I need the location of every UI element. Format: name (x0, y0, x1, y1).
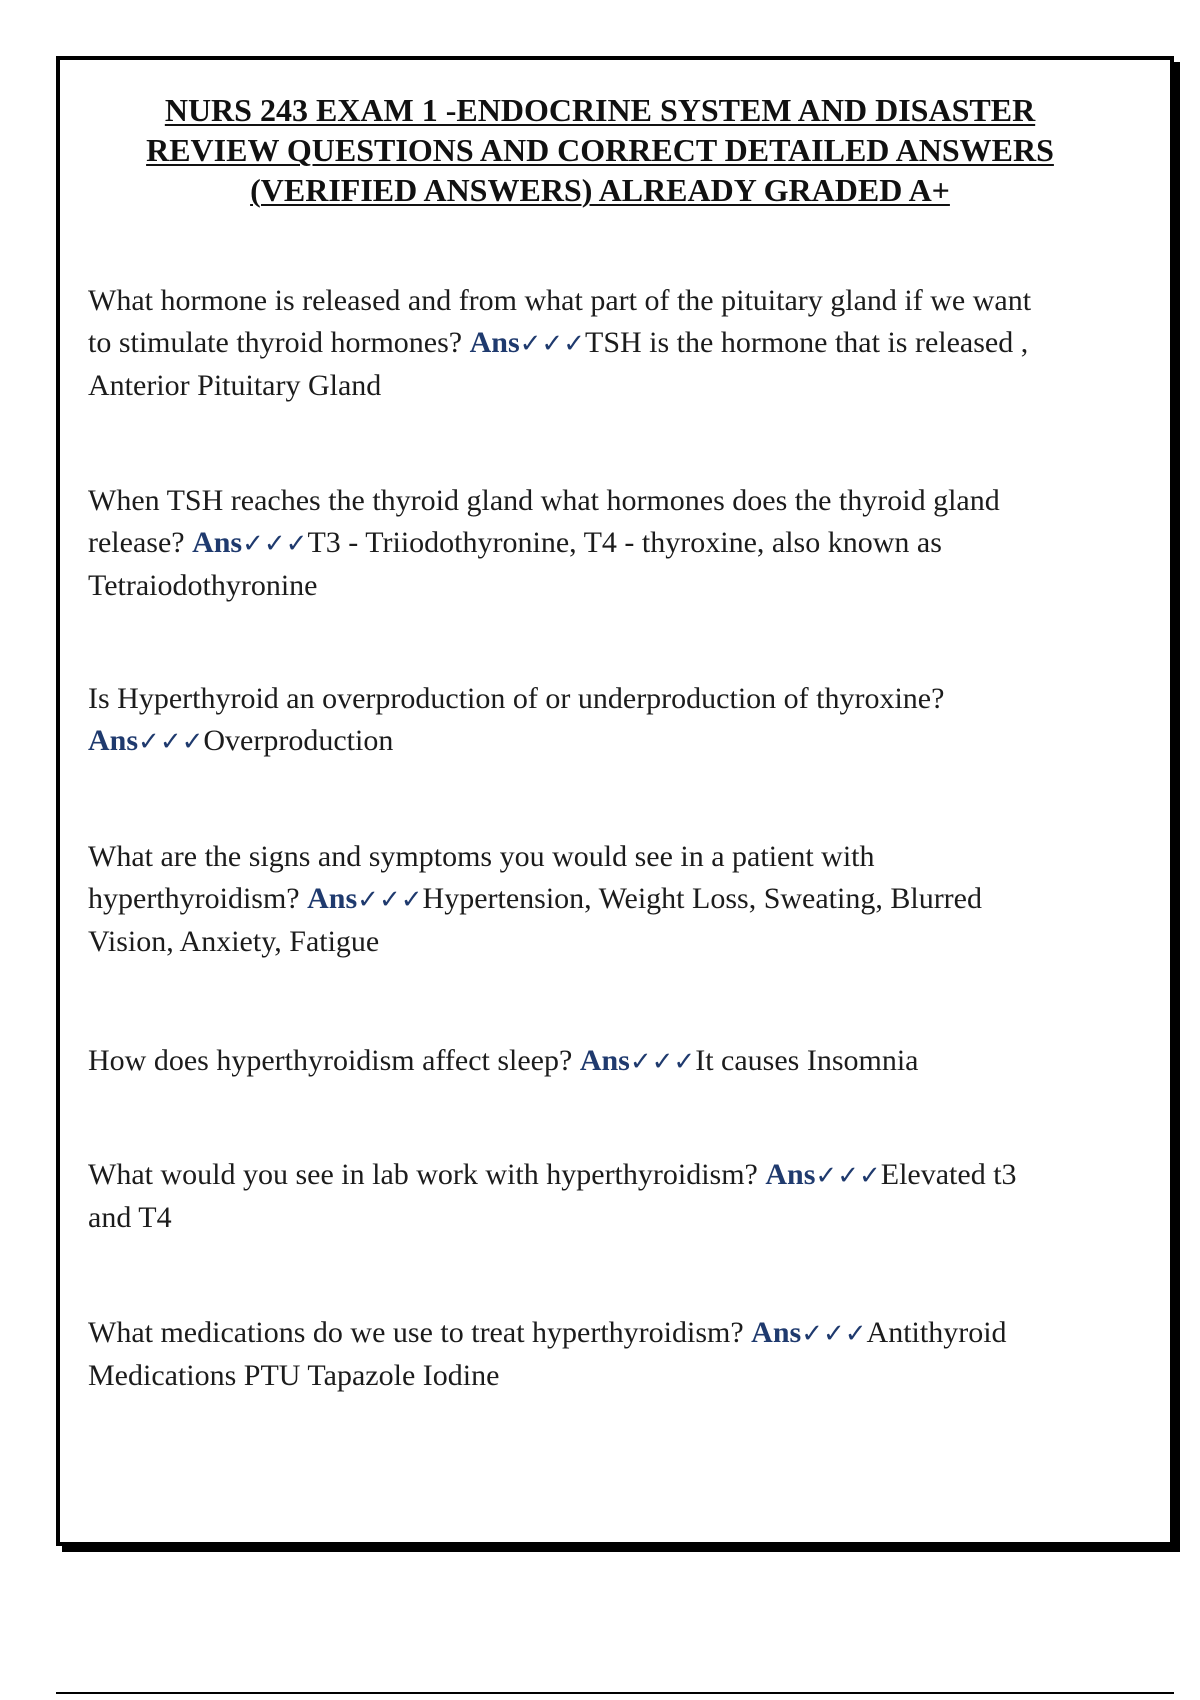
qa-item-7 (88, 1312, 1048, 1397)
question-text: Is Hyperthyroid an overproduction of or underproduction of thyroxine? (88, 682, 945, 715)
triple-check-icon: ✓✓✓ (629, 1047, 696, 1077)
question-text: What hormone is released and from what part of the pituitary gland if we want to stimulate thyroid hormones? (88, 284, 1032, 359)
answer-label: Ans (192, 526, 243, 559)
question-text: When TSH reaches the thyroid gland what hormones does the thyroid gland release? (88, 484, 1000, 559)
answer-text: It causes Insomnia (695, 1044, 919, 1077)
triple-check-icon: ✓✓✓ (138, 727, 204, 757)
document-title (90, 90, 1110, 210)
qa-item-4 (88, 836, 1048, 963)
qa-item-1 (88, 280, 1048, 407)
question-text: What would you see in lab work with hyperthyroidism? (88, 1158, 766, 1191)
qa-item-2 (88, 480, 1048, 607)
answer-label: Ans (579, 1044, 630, 1077)
answer-text: Overproduction (203, 724, 394, 757)
answer-text: Elevated t3 and T4 (88, 1158, 1017, 1234)
footer-divider (56, 1692, 1174, 1694)
triple-check-icon: ✓✓✓ (815, 1161, 881, 1191)
answer-text: TSH is the hormone that is released , Anterior Pituitary Gland (88, 326, 1029, 402)
question-text: What are the signs and symptoms you would see in a patient with hyperthyroidism? (88, 840, 875, 915)
triple-check-icon: ✓✓✓ (357, 885, 423, 915)
triple-check-icon: ✓✓✓ (519, 329, 585, 359)
answer-label: Ans (88, 724, 139, 757)
triple-check-icon: ✓✓✓ (242, 529, 308, 559)
title-line-3: (VERIFIED ANSWERS) ALREADY GRADED A+ (250, 172, 950, 208)
triple-check-icon: ✓✓✓ (801, 1319, 867, 1349)
qa-item-5 (88, 1040, 1048, 1083)
answer-text: Antithyroid Medications PTU Tapazole Iodine (88, 1316, 1007, 1392)
answer-label: Ans (765, 1158, 816, 1191)
qa-item-6 (88, 1154, 1048, 1239)
answer-text: T3 - Triiodothyronine, T4 - thyroxine, also known as Tetraiodothyronine (88, 526, 942, 602)
qa-item-3 (88, 678, 1048, 763)
title-line-2: REVIEW QUESTIONS AND CORRECT DETAILED ANSWERS (146, 132, 1054, 168)
question-text: How does hyperthyroidism affect sleep? (88, 1044, 580, 1077)
answer-text: Hypertension, Weight Loss, Sweating, Blurred Vision, Anxiety, Fatigue (88, 882, 982, 958)
title-line-1: NURS 243 EXAM 1 -ENDOCRINE SYSTEM AND DISASTER (164, 92, 1036, 128)
question-text: What medications do we use to treat hyperthyroidism? (88, 1316, 752, 1349)
answer-label: Ans (469, 326, 520, 359)
answer-label: Ans (751, 1316, 802, 1349)
answer-label: Ans (307, 882, 358, 915)
